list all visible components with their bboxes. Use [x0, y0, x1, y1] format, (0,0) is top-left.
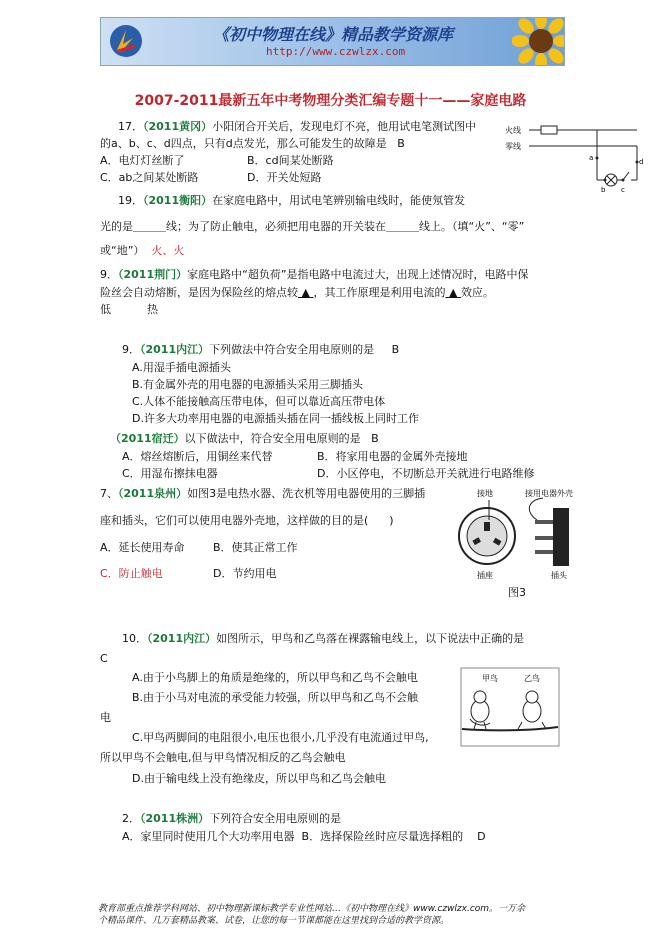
question-stem: 如图所示，甲鸟和乙鸟落在裸露输电线上，以下说法中正确的是	[216, 632, 525, 645]
option-d: D．小区停电，不切断总开关就进行电路维修	[317, 467, 535, 480]
question-source: （2011衡阳）	[143, 194, 213, 207]
question-19-line3	[100, 244, 184, 258]
option-b: B．选择保险丝时应尽量选择粗的	[301, 830, 464, 843]
option-d: D.由于输电线上没有绝缘皮，所以甲鸟和乙鸟会触电	[132, 772, 386, 785]
answer-2: 热	[147, 303, 158, 316]
question-source: （2011宿迁）	[110, 432, 185, 445]
question-number: 10．	[122, 632, 147, 645]
question-17	[118, 120, 476, 134]
question-number: 9．	[100, 268, 118, 281]
question-19	[118, 194, 465, 208]
option-b: B.由于小马对电流的承受能力较强，所以甲鸟和乙鸟不会触	[132, 691, 419, 704]
question-stem: 在家庭电路中，用试电笔辨别输电线时，能使氖管发	[212, 194, 466, 207]
figure-caption: 图3	[508, 586, 526, 599]
option-c: C．ab之间某处断路	[100, 171, 199, 184]
question-number: 9．	[122, 343, 140, 356]
question-stem: 险丝会自动熔断，是因为保险丝的熔点较	[100, 286, 298, 299]
question-suqian	[110, 432, 379, 446]
question-number: 2．	[122, 812, 140, 825]
label-live-wire: 火线	[505, 126, 521, 135]
question-7	[100, 487, 425, 501]
option-b: B．cd间某处断路	[247, 154, 334, 167]
question-stem: 小阳闭合开关后，发现电灯不亮，他用试电笔测试图中	[212, 120, 477, 133]
question-stem: 的a、b、c、d四点，只有d点发光，那么可能发生的故障是	[100, 137, 387, 150]
answer: B	[371, 432, 379, 445]
circuit-diagram	[505, 118, 645, 198]
label-point-a: a	[589, 154, 594, 162]
question-stem: 以下做法中，符合安全用电原则的是	[184, 432, 361, 445]
question-7-line2	[100, 514, 394, 528]
blank-marker: ▲	[301, 286, 310, 299]
question-stem: ，其工作原理是利用电流的	[313, 286, 446, 299]
question-10	[122, 632, 524, 646]
option-d: D．节约用电	[213, 567, 277, 580]
answer: C	[100, 652, 108, 665]
question-9-neijiang	[122, 343, 399, 357]
question-19-line2: 光的是＿＿＿线；为了防止触电，必须把用电器的开关装在＿＿＿线上。（填“火”、“零”	[100, 220, 525, 233]
label-neutral-wire: 零线	[505, 142, 521, 151]
question-stem: 家庭电路中“超负荷”是指电路中电流过大，出现上述情况时，电路中保	[187, 268, 529, 281]
socket-plug-figure	[455, 484, 585, 584]
label-ground: 接地	[477, 489, 493, 498]
question-source: （2011黄冈）	[143, 120, 213, 133]
label-socket: 插座	[477, 571, 493, 580]
sunflower-icon	[512, 17, 565, 66]
question-number: 7、	[100, 487, 118, 500]
answer: B	[391, 343, 400, 356]
option-b: B.有金属外壳的用电器的电源插头采用三脚插头	[132, 378, 364, 391]
option-a: A．家里同时使用几个大功率用电器	[122, 830, 295, 843]
question-source: （2011泉州）	[118, 487, 188, 500]
option-b: B．使其正常工作	[213, 541, 298, 554]
question-stem: 座和插头，它们可以使用电器外壳地，这样做的目的是(	[100, 514, 369, 527]
question-9-jingmen-line2	[100, 286, 494, 300]
question-source: （2011内江）	[140, 343, 210, 356]
question-number: 17．	[118, 120, 143, 133]
question-stem: 效应。	[460, 286, 494, 299]
footer-line-1: 教育部重点推荐学科网站、初中物理新课标教学专业性网站…《初中物理在线》www.czwlzx.com。一万余	[98, 904, 526, 914]
question-source: （2011内江）	[147, 632, 217, 645]
label-point-d: d	[639, 158, 644, 166]
question-source: （2011荆门）	[118, 268, 188, 281]
label-bird-2: 乙鸟	[524, 674, 540, 683]
question-number: 19．	[118, 194, 143, 207]
label-bird-1: 甲鸟	[482, 674, 498, 683]
option-a: A．熔丝熔断后，用铜丝来代替	[122, 450, 273, 463]
option-c: C.甲鸟两脚间的电阻很小,电压也很小,几乎没有电流通过甲鸟,	[132, 731, 429, 744]
label-point-c: c	[621, 186, 625, 194]
option-a: A.用湿手插电源插头	[132, 361, 231, 374]
answer: D	[477, 830, 486, 843]
option-a: A.由于小鸟脚上的角质是绝缘的，所以甲鸟和乙鸟不会触电	[132, 671, 418, 684]
option-c-cont: 所以甲鸟不会触电,但与甲鸟情况相反的乙鸟会触电	[100, 751, 346, 764]
label-shell: 接用电器外壳	[525, 489, 573, 498]
question-2	[122, 812, 341, 826]
question-source: （2011株洲）	[140, 812, 210, 825]
footer-line-2: 个精品课件、几万套精品教案、试卷，让您的每一节课都能在这里找到合适的教学资源。	[98, 916, 450, 926]
page-title: 2007-2011最新五年中考物理分类汇编专题十一——家庭电路	[134, 93, 527, 109]
option-c: C.人体不能接触高压带电体，但可以靠近高压带电体	[132, 395, 386, 408]
blank-marker: ▲	[448, 286, 458, 299]
banner-url[interactable]: http://www.czwlzx.com	[266, 45, 406, 58]
option-b-cont: 电	[100, 711, 111, 724]
option-a: A．延长使用寿命	[100, 541, 185, 554]
question-stem: 或“地”）	[100, 244, 145, 257]
question-2-options	[122, 830, 486, 844]
question-stem: 下列符合安全用电原则的是	[209, 812, 342, 825]
answer-1: 低	[100, 303, 111, 316]
label-plug: 插头	[551, 571, 567, 580]
question-17-line2	[100, 137, 405, 151]
site-logo-icon	[109, 24, 143, 58]
question-9-jingmen	[100, 268, 529, 282]
label-point-b: b	[601, 186, 606, 194]
question-stem: 如图3是电热水器、洗衣机等用电器使用的三脚插	[187, 487, 426, 500]
header-banner	[100, 17, 565, 66]
question-stem: )	[389, 514, 394, 527]
option-d: D．开关处短路	[247, 171, 322, 184]
option-d: D.许多大功率用电器的电源插头插在同一插线板上同时工作	[132, 412, 419, 425]
question-stem: 下列做法中符合安全用电原则的是	[209, 343, 375, 356]
banner-title: 《初中物理在线》精品教学资源库	[213, 25, 454, 44]
option-c-answer: C．防止触电	[100, 567, 163, 580]
option-a: A．电灯灯丝断了	[100, 154, 185, 167]
option-b: B．将家用电器的金属外壳接地	[317, 450, 468, 463]
answer: 火、火	[151, 244, 185, 257]
option-c: C．用湿布擦抹电器	[122, 467, 218, 480]
footer	[98, 903, 525, 927]
birds-on-wire-figure	[460, 667, 560, 747]
answer: B	[397, 137, 405, 150]
